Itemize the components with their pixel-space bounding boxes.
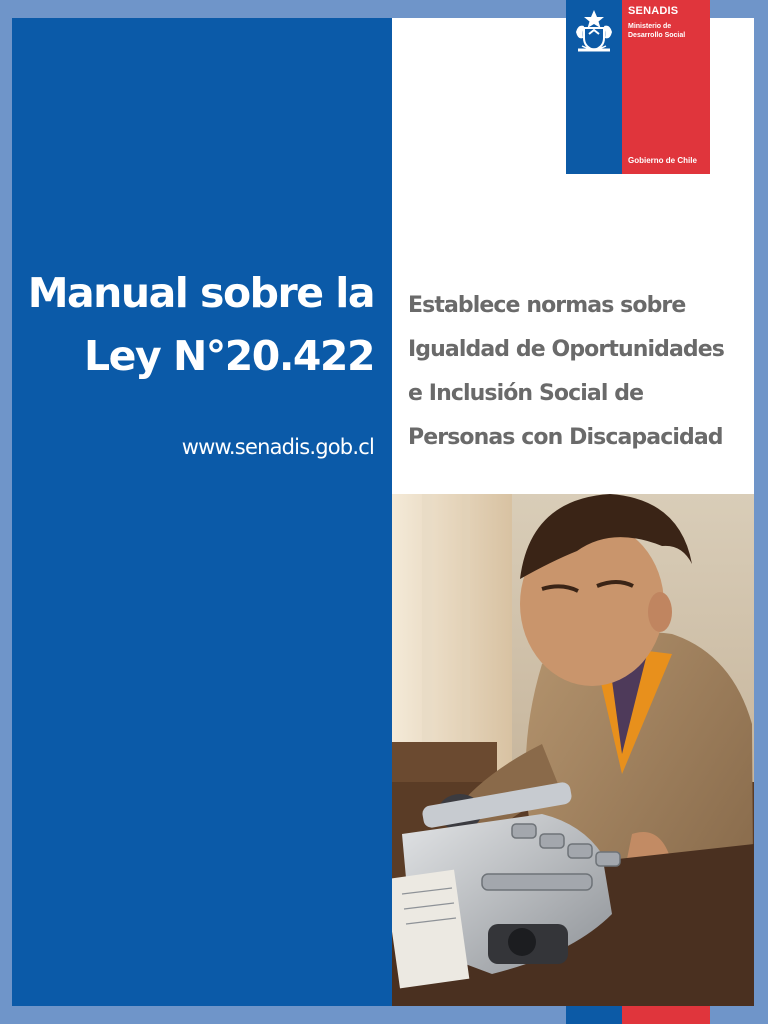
logo-government: Gobierno de Chile	[628, 156, 697, 165]
government-logo	[566, 0, 710, 174]
logo-ministry-line-2: Desarrollo Social	[628, 32, 686, 39]
subtitle-line-1: Establece normas sobre	[408, 293, 686, 318]
logo-ministry-line-1: Ministerio de	[628, 23, 672, 30]
logo-brand: SENADIS	[628, 5, 679, 17]
subtitle	[408, 284, 748, 460]
website-url: www.senadis.gob.cl	[181, 435, 374, 459]
logo-red-stripe	[622, 0, 710, 174]
logo-ministry	[628, 22, 685, 40]
bottom-strip-blue	[566, 1006, 622, 1024]
title-line-1: Manual sobre la	[27, 269, 374, 317]
chile-coat-of-arms-icon	[572, 8, 616, 56]
boy-with-braille-typewriter-image	[392, 494, 754, 1006]
title-line-2: Ley N°20.422	[84, 332, 374, 380]
left-blue-panel	[12, 18, 392, 1006]
cover-photo	[392, 494, 754, 1006]
subtitle-line-4: Personas con Discapacidad	[408, 425, 723, 450]
main-title	[14, 262, 374, 388]
bottom-strip-red	[622, 1006, 710, 1024]
bottom-flag-strip	[566, 1006, 710, 1024]
subtitle-line-2: Igualdad de Oportunidades	[408, 337, 724, 362]
logo-blue-stripe	[566, 0, 622, 174]
subtitle-line-3: e Inclusión Social de	[408, 381, 644, 406]
